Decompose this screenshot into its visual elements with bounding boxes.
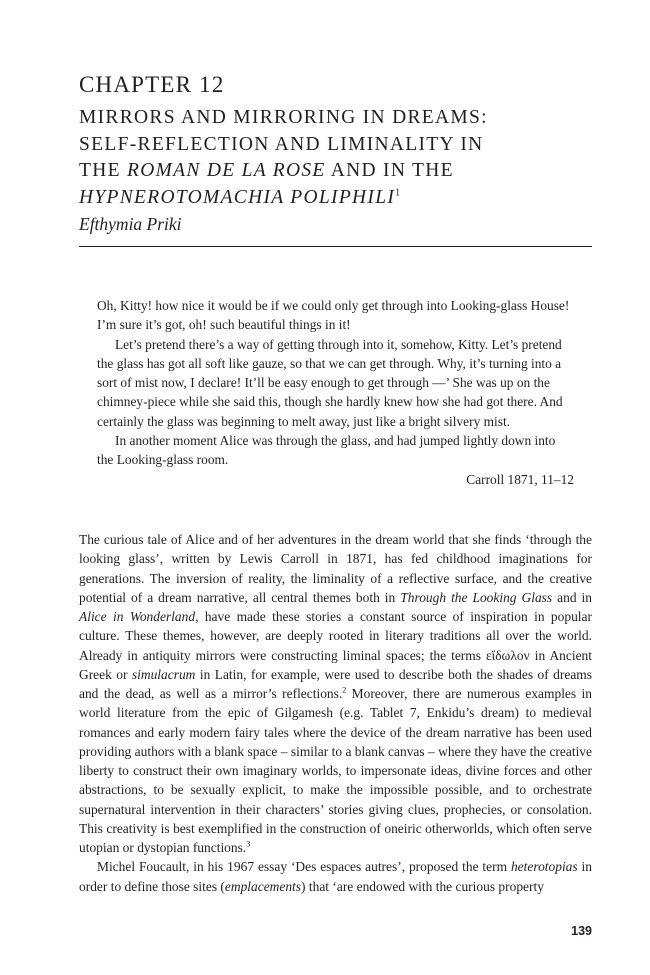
title-line: [79, 158, 488, 185]
italic-title: Through the Looking Glass: [400, 589, 553, 605]
title-line: [79, 185, 488, 212]
body-text: [79, 530, 592, 896]
title-rule: [79, 246, 592, 247]
author-name: Efthymia Priki: [79, 214, 182, 234]
chapter-title: [79, 105, 488, 211]
italic-term: simulacrum: [131, 666, 196, 682]
epigraph-paragraph: In another moment Alice was through the glass, and had jumped lightly down into the Looking-glass room.: [97, 433, 556, 468]
text-run: in Latin, for example, were used to describe both the shades of dreams and the dead, as well as a mirror’s reflections.: [79, 666, 592, 701]
title-text: AND IN THE: [325, 160, 454, 181]
epigraph-paragraph: Oh, Kitty! how nice it would be if we could only get through into Looking-glass House! I’m sure it’s got, oh! such beautiful things in it!: [97, 298, 570, 333]
text-run: Moreover, there are numerous examples in world literature from the epic of Gilgamesh (e.g. Tablet 7, Enkidu’s dream) to medieval romances and early modern fairy tales where the device of the dream narrative has been used providing authors with a blank space – similar to a blank canvas – where they have the creative liberty to construct their own imaginary worlds, to impersonate ideas, divine forces and other abstractions, to be sexually explicit, to make the impossible possible, and to orchestrate supernatural intervention in their characters’ stories giving clues, prophecies, or consolation. This creativity is best exemplified in the construction of oneiric otherworlds, which often serve utopian or dystopian functions.: [79, 686, 592, 855]
footnote-marker: 2: [342, 685, 347, 695]
title-text: THE: [79, 160, 127, 181]
italic-title: Alice in Wonderland: [79, 609, 196, 624]
epigraph: [97, 296, 574, 489]
text-run: , have made these stories a constant source of inspiration in popular culture. These themes, however, are deeply rooted in literary traditions all over the world. Already in antiquity mirrors were constructing liminal spaces; the terms εἴδωλον in Ancient Greek or: [79, 609, 592, 682]
text-run: The curious tale of Alice and of her adventures in the dream world that she finds ‘through the looking glass’, written by Lewis Carroll in 1871, has fed childhood imaginations for generations. The inversion of reality, the liminality of a reflective surface, and the creative potential of a dream narrative, all central themes both in: [79, 532, 592, 605]
title-line: MIRRORS AND MIRRORING IN DREAMS:: [79, 107, 488, 128]
epigraph-paragraph: Let’s pretend there’s a way of getting through into it, somehow, Kitty. Let’s pretend the glass has got all soft like gauze, so that we can get through. Why, it’s turning into a sort of mist now, I declare! It’ll be easy enough to get through —’ She was up on the chimney-piece while she said this, though she hardly knew how she had got there. And certainly the glass was beginning to melt away, just like a bright silvery mist.: [97, 336, 563, 429]
text-run: Michel Foucault, in his 1967 essay ‘Des espaces autres’, proposed the term: [97, 859, 511, 875]
footnote-marker: 3: [246, 839, 251, 849]
text-run: ) that ‘are endowed with the curious property: [301, 878, 544, 894]
text-run: in order to define those sites (: [79, 859, 592, 894]
title-line: SELF-REFLECTION AND LIMINALITY IN: [79, 133, 484, 155]
text-run: and in: [552, 589, 593, 605]
footnote-marker: 1: [395, 187, 401, 198]
body-paragraph: [79, 530, 592, 857]
italic-term: emplacements: [224, 878, 302, 894]
page-number: 139: [571, 924, 592, 938]
epigraph-citation: Carroll 1871, 11–12: [466, 471, 574, 487]
chapter-label: CHAPTER 12: [79, 72, 225, 97]
title-italic: ROMAN DE LA ROSE: [126, 160, 326, 181]
title-italic: HYPNEROTOMACHIA POLIPHILI: [79, 186, 396, 208]
body-paragraph: [79, 857, 592, 896]
italic-term: heterotopias: [510, 859, 578, 875]
